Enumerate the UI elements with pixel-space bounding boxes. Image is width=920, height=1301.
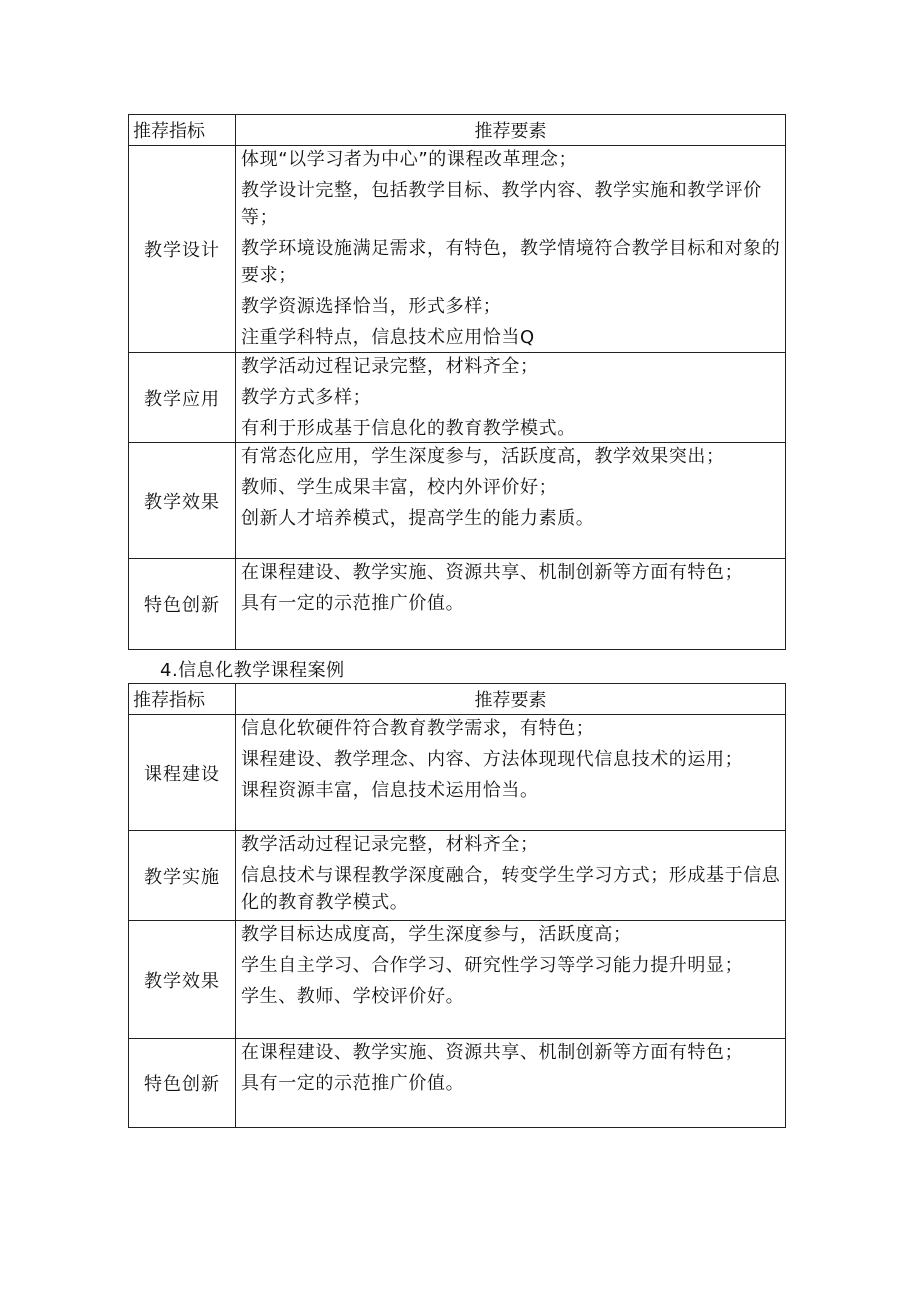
table-header-row xyxy=(129,115,786,146)
list-item: 具有一定的示范推广价值。 xyxy=(241,1073,465,1094)
row-elements xyxy=(236,353,786,443)
row-elements xyxy=(236,443,786,559)
header-indicator: 推荐指标 xyxy=(129,684,236,715)
list-item: 教学方式多样； xyxy=(241,387,372,408)
criteria-table-2 xyxy=(128,683,786,1128)
row-indicator: 教学应用 xyxy=(129,353,236,443)
row-indicator: 课程建设 xyxy=(129,715,236,831)
row-elements xyxy=(236,715,786,831)
row-elements xyxy=(236,1039,786,1128)
list-item: 体现“以学习者为中心”的课程改革理念； xyxy=(241,149,578,170)
list-item: 教学活动过程记录完整，材料齐全； xyxy=(241,834,539,855)
row-elements xyxy=(236,559,786,650)
row-indicator: 特色创新 xyxy=(129,1039,236,1128)
table-row xyxy=(129,443,786,559)
row-elements xyxy=(236,921,786,1039)
table-row xyxy=(129,146,786,353)
table-row xyxy=(129,921,786,1039)
row-indicator: 特色创新 xyxy=(129,559,236,650)
list-item: 教师、学生成果丰富，校内外评价好； xyxy=(241,477,558,498)
table-row xyxy=(129,1039,786,1128)
list-item: 课程建设、教学理念、内容、方法体现现代信息技术的运用； xyxy=(241,749,744,770)
row-indicator: 教学效果 xyxy=(129,443,236,559)
list-item: 教学设计完整，包括教学目标、教学内容、教学实施和教学评价等； xyxy=(241,180,762,228)
list-item: 教学活动过程记录完整，材料齐全； xyxy=(241,356,539,377)
list-item: 教学目标达成度高，学生深度参与，活跃度高； xyxy=(241,924,632,945)
header-indicator: 推荐指标 xyxy=(129,115,236,146)
row-indicator: 教学实施 xyxy=(129,831,236,921)
list-item: 教学资源选择恰当，形式多样； xyxy=(241,296,502,317)
list-item: 学生、教师、学校评价好。 xyxy=(241,986,465,1007)
table-row xyxy=(129,715,786,831)
header-elements: 推荐要素 xyxy=(236,684,786,715)
row-indicator: 教学效果 xyxy=(129,921,236,1039)
list-item: 注重学科特点，信息技术应用恰当Q xyxy=(241,327,535,348)
list-item: 课程资源丰富，信息技术运用恰当。 xyxy=(241,780,539,801)
row-indicator: 教学设计 xyxy=(129,146,236,353)
table-row xyxy=(129,559,786,650)
header-elements: 推荐要素 xyxy=(236,115,786,146)
table-header-row xyxy=(129,684,786,715)
list-item: 教学环境设施满足需求，有特色，教学情境符合教学目标和对象的要求； xyxy=(241,238,781,286)
criteria-table-1 xyxy=(128,114,786,650)
list-item: 信息技术与课程教学深度融合，转变学生学习方式；形成基于信息化的教育教学模式。 xyxy=(241,865,781,913)
list-item: 有常态化应用，学生深度参与，活跃度高，教学效果突出； xyxy=(241,446,725,467)
list-item: 有利于形成基于信息化的教育教学模式。 xyxy=(241,418,576,439)
list-item: 信息化软硬件符合教育教学需求，有特色； xyxy=(241,718,595,739)
list-item: 学生自主学习、合作学习、研究性学习等学习能力提升明显； xyxy=(241,955,744,976)
table-row xyxy=(129,831,786,921)
row-elements xyxy=(236,831,786,921)
list-item: 具有一定的示范推广价值。 xyxy=(241,593,465,614)
section-title: 4.信息化教学课程案例 xyxy=(160,660,345,681)
list-item: 创新人才培养模式，提高学生的能力素质。 xyxy=(241,508,595,529)
row-elements xyxy=(236,146,786,353)
table-row xyxy=(129,353,786,443)
list-item: 在课程建设、教学实施、资源共享、机制创新等方面有特色； xyxy=(241,562,744,583)
list-item: 在课程建设、教学实施、资源共享、机制创新等方面有特色； xyxy=(241,1042,744,1063)
